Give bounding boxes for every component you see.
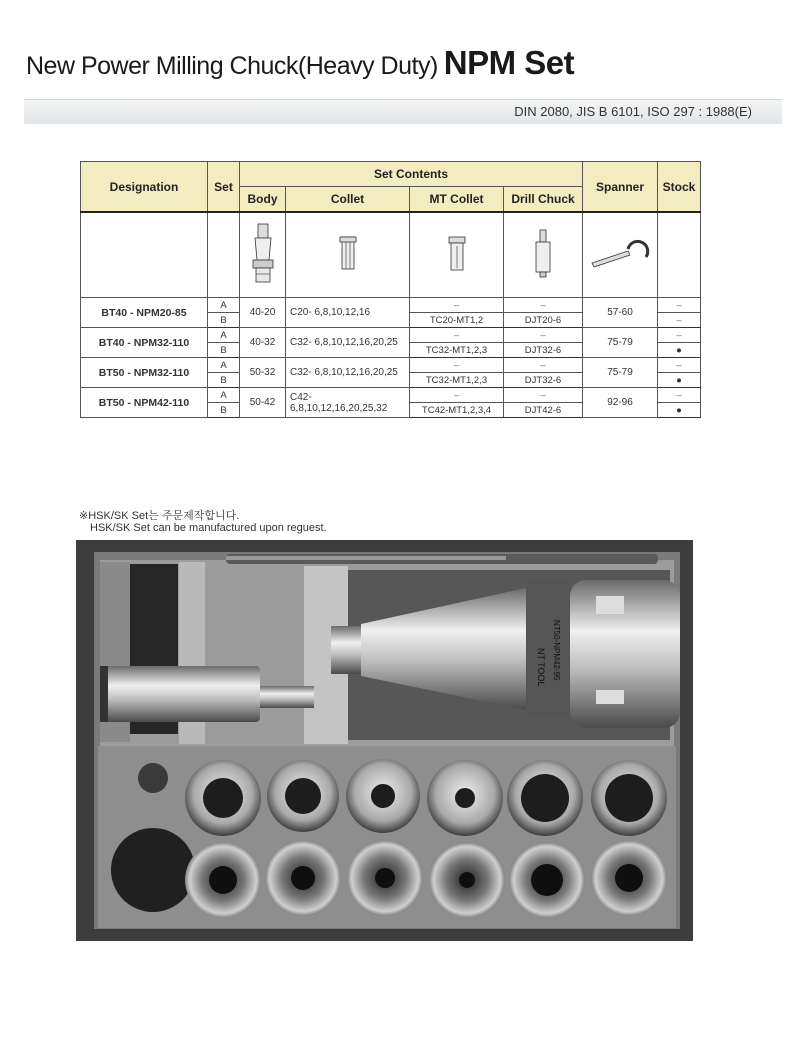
mt-b: TC32-MT1,2,3 — [410, 373, 504, 388]
header-set: Set — [208, 162, 240, 213]
drill-chuck-illustration — [504, 212, 583, 298]
stock-a: – — [658, 298, 701, 313]
mt-collet-illustration — [410, 212, 504, 298]
mt-collet-icon — [447, 234, 467, 274]
drill-a: – — [504, 358, 583, 373]
spanner-illustration — [583, 212, 658, 298]
header-drill-chuck: Drill Chuck — [504, 187, 583, 213]
stock-b: ● — [658, 403, 701, 418]
stock-b: – — [658, 313, 701, 328]
pic-empty — [658, 212, 701, 298]
row-collet: C32- 6,8,10,12,16,20,25 — [286, 358, 410, 388]
drill-a: – — [504, 328, 583, 343]
drill-chuck-icon — [533, 228, 553, 280]
row-designation: BT50 - NPM42-110 — [81, 388, 208, 418]
set-a: A — [208, 298, 240, 313]
header-spanner: Spanner — [583, 162, 658, 213]
set-b: B — [208, 343, 240, 358]
note-english: HSK/SK Set can be manufactured upon reguest. — [90, 522, 327, 534]
stock-b: ● — [658, 373, 701, 388]
title-set: NPM Set — [443, 44, 575, 81]
chuck-brand-text: NT TOOL — [536, 648, 546, 687]
title-main: New Power Milling Chuck(Heavy Duty) — [26, 52, 438, 80]
row-body: 50-42 — [240, 388, 286, 418]
row-spanner: 75-79 — [583, 328, 658, 358]
set-b: B — [208, 313, 240, 328]
row-spanner: 57-60 — [583, 298, 658, 328]
mt-b: TC42-MT1,2,3,4 — [410, 403, 504, 418]
drill-a: – — [504, 388, 583, 403]
stock-a: – — [658, 388, 701, 403]
mt-a: – — [410, 298, 504, 313]
mt-a: – — [410, 328, 504, 343]
spanner-icon — [588, 239, 652, 269]
header-designation: Designation — [81, 162, 208, 213]
set-a: A — [208, 358, 240, 373]
spec-table — [80, 161, 701, 418]
stock-a: – — [658, 358, 701, 373]
pic-empty — [208, 212, 240, 298]
stock-a: – — [658, 328, 701, 343]
standards-bar — [24, 99, 782, 124]
pic-empty — [81, 212, 208, 298]
mt-b: TC20-MT1,2 — [410, 313, 504, 328]
row-spanner: 92-96 — [583, 388, 658, 418]
header-collet: Collet — [286, 187, 410, 213]
row-designation: BT40 - NPM20-85 — [81, 298, 208, 328]
drill-a: – — [504, 298, 583, 313]
row-body: 50-32 — [240, 358, 286, 388]
mt-b: TC32-MT1,2,3 — [410, 343, 504, 358]
row-body: 40-32 — [240, 328, 286, 358]
collet-icon — [338, 234, 358, 274]
row-collet: C42- 6,8,10,12,16,20,25,32 — [286, 388, 410, 418]
mt-a: – — [410, 388, 504, 403]
row-designation: BT50 - NPM32-110 — [81, 358, 208, 388]
header-mt-collet: MT Collet — [410, 187, 504, 213]
header-set-contents: Set Contents — [240, 162, 583, 187]
product-set-photo — [76, 540, 693, 941]
stock-b: ● — [658, 343, 701, 358]
drill-b: DJT42-6 — [504, 403, 583, 418]
row-spanner: 75-79 — [583, 358, 658, 388]
mt-a: – — [410, 358, 504, 373]
note-korean: ※HSK/SK Set는 주문제작합니다. — [79, 510, 240, 522]
header-stock: Stock — [658, 162, 701, 213]
body-holder-icon — [250, 222, 276, 286]
drill-b: DJT20-6 — [504, 313, 583, 328]
chuck-marking-text: NT50-NPM42-95 — [552, 620, 561, 681]
row-body: 40-20 — [240, 298, 286, 328]
header-body: Body — [240, 187, 286, 213]
row-collet: C32- 6,8,10,12,16,20,25 — [286, 328, 410, 358]
set-a: A — [208, 388, 240, 403]
page-title — [26, 44, 574, 82]
row-designation: BT40 - NPM32-110 — [81, 328, 208, 358]
drill-b: DJT32-6 — [504, 343, 583, 358]
drill-b: DJT32-6 — [504, 373, 583, 388]
body-illustration — [240, 212, 286, 298]
row-collet: C20- 6,8,10,12,16 — [286, 298, 410, 328]
set-a: A — [208, 328, 240, 343]
set-b: B — [208, 373, 240, 388]
collet-illustration — [286, 212, 410, 298]
standards-text: DIN 2080, JIS B 6101, ISO 297 : 1988(E) — [514, 104, 752, 119]
set-b: B — [208, 403, 240, 418]
